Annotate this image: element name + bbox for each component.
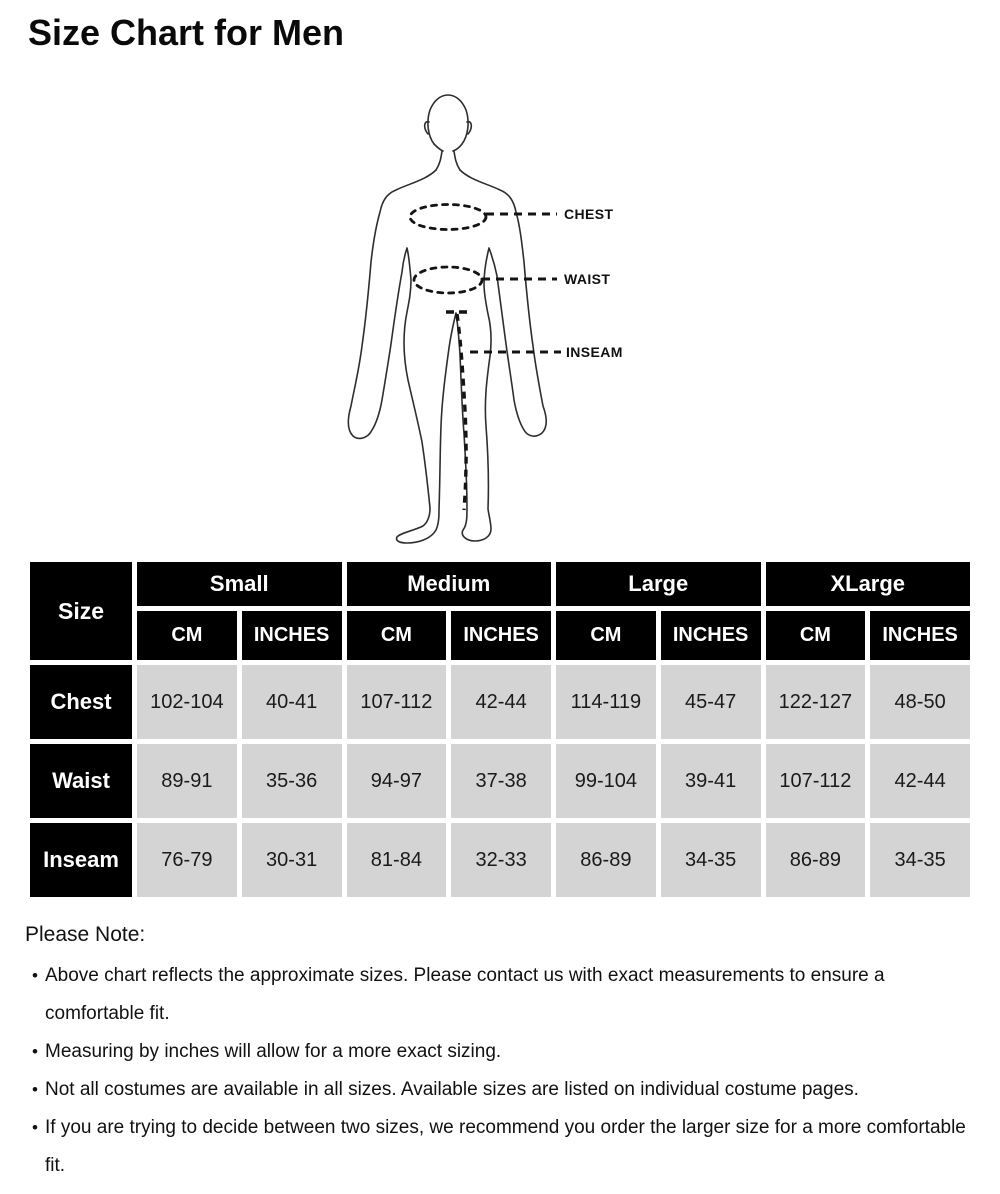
group-header-small: Small bbox=[137, 562, 342, 606]
bullet-icon: • bbox=[32, 1042, 38, 1061]
table-header-row-units bbox=[30, 611, 970, 660]
note-item bbox=[25, 1071, 977, 1109]
neck-left-line-icon bbox=[436, 151, 442, 170]
chest-medium-cm: 107-112 bbox=[347, 665, 447, 739]
chest-xlarge-inches: 48-50 bbox=[870, 665, 970, 739]
body-measurement-diagram bbox=[340, 80, 660, 550]
bullet-icon: • bbox=[32, 1080, 38, 1099]
waist-label: WAIST bbox=[564, 271, 611, 287]
bullet-icon: • bbox=[32, 1118, 38, 1137]
row-label-waist: Waist bbox=[30, 744, 132, 818]
unit-header: INCHES bbox=[661, 611, 761, 660]
page-title: Size Chart for Men bbox=[28, 12, 345, 53]
table-row-waist bbox=[30, 744, 970, 818]
waist-measure-ellipse-icon bbox=[414, 267, 482, 293]
note-item bbox=[25, 957, 977, 1033]
chest-large-inches: 45-47 bbox=[661, 665, 761, 739]
body-outline-icon bbox=[348, 170, 546, 543]
chest-small-cm: 102-104 bbox=[137, 665, 237, 739]
waist-medium-inches: 37-38 bbox=[451, 744, 551, 818]
group-header-medium: Medium bbox=[347, 562, 552, 606]
row-label-chest: Chest bbox=[30, 665, 132, 739]
size-chart-table bbox=[25, 557, 975, 902]
chest-measure-ellipse-icon bbox=[410, 205, 486, 230]
waist-xlarge-cm: 107-112 bbox=[766, 744, 866, 818]
chest-large-cm: 114-119 bbox=[556, 665, 656, 739]
waist-large-inches: 39-41 bbox=[661, 744, 761, 818]
note-text: Not all costumes are available in all sizes. Available sizes are listed on individual costume pages. bbox=[45, 1079, 859, 1100]
table-row-chest bbox=[30, 665, 970, 739]
unit-header: CM bbox=[556, 611, 656, 660]
inseam-xlarge-cm: 86-89 bbox=[766, 823, 866, 897]
neck-right-line-icon bbox=[454, 151, 460, 170]
note-text: Measuring by inches will allow for a more exact sizing. bbox=[45, 1041, 502, 1062]
note-text: Above chart reflects the approximate sizes. Please contact us with exact measurements to ensure a comfortable fit. bbox=[45, 965, 885, 1024]
unit-header: INCHES bbox=[870, 611, 970, 660]
chest-small-inches: 40-41 bbox=[242, 665, 342, 739]
unit-header: CM bbox=[766, 611, 866, 660]
unit-header: CM bbox=[347, 611, 447, 660]
inseam-medium-inches: 32-33 bbox=[451, 823, 551, 897]
waist-xlarge-inches: 42-44 bbox=[870, 744, 970, 818]
inseam-label: INSEAM bbox=[566, 344, 623, 360]
jaw-line-icon bbox=[434, 144, 443, 151]
row-label-inseam: Inseam bbox=[30, 823, 132, 897]
bullet-icon: • bbox=[32, 966, 38, 985]
unit-header: INCHES bbox=[242, 611, 342, 660]
inseam-small-cm: 76-79 bbox=[137, 823, 237, 897]
inseam-medium-cm: 81-84 bbox=[347, 823, 447, 897]
size-corner-header: Size bbox=[30, 562, 132, 660]
inseam-large-inches: 34-35 bbox=[661, 823, 761, 897]
inseam-large-cm: 86-89 bbox=[556, 823, 656, 897]
waist-large-cm: 99-104 bbox=[556, 744, 656, 818]
table-row-inseam bbox=[30, 823, 970, 897]
table-header-row-groups bbox=[30, 562, 970, 606]
note-item bbox=[25, 1109, 977, 1185]
unit-header: INCHES bbox=[451, 611, 551, 660]
inseam-small-inches: 30-31 bbox=[242, 823, 342, 897]
inseam-measure-line-icon bbox=[457, 314, 466, 510]
group-header-xlarge: XLarge bbox=[766, 562, 971, 606]
notes-section bbox=[25, 920, 977, 1185]
head-outline-icon bbox=[428, 95, 468, 151]
group-header-large: Large bbox=[556, 562, 761, 606]
male-figure-diagram-svg bbox=[340, 80, 660, 550]
unit-header: CM bbox=[137, 611, 237, 660]
waist-medium-cm: 94-97 bbox=[347, 744, 447, 818]
chest-medium-inches: 42-44 bbox=[451, 665, 551, 739]
chest-label: CHEST bbox=[564, 206, 614, 222]
notes-heading: Please Note: bbox=[25, 923, 146, 946]
inseam-xlarge-inches: 34-35 bbox=[870, 823, 970, 897]
waist-small-cm: 89-91 bbox=[137, 744, 237, 818]
note-item bbox=[25, 1033, 977, 1071]
chest-xlarge-cm: 122-127 bbox=[766, 665, 866, 739]
waist-small-inches: 35-36 bbox=[242, 744, 342, 818]
note-text: If you are trying to decide between two sizes, we recommend you order the larger size for a more comfortable fit. bbox=[45, 1117, 966, 1176]
